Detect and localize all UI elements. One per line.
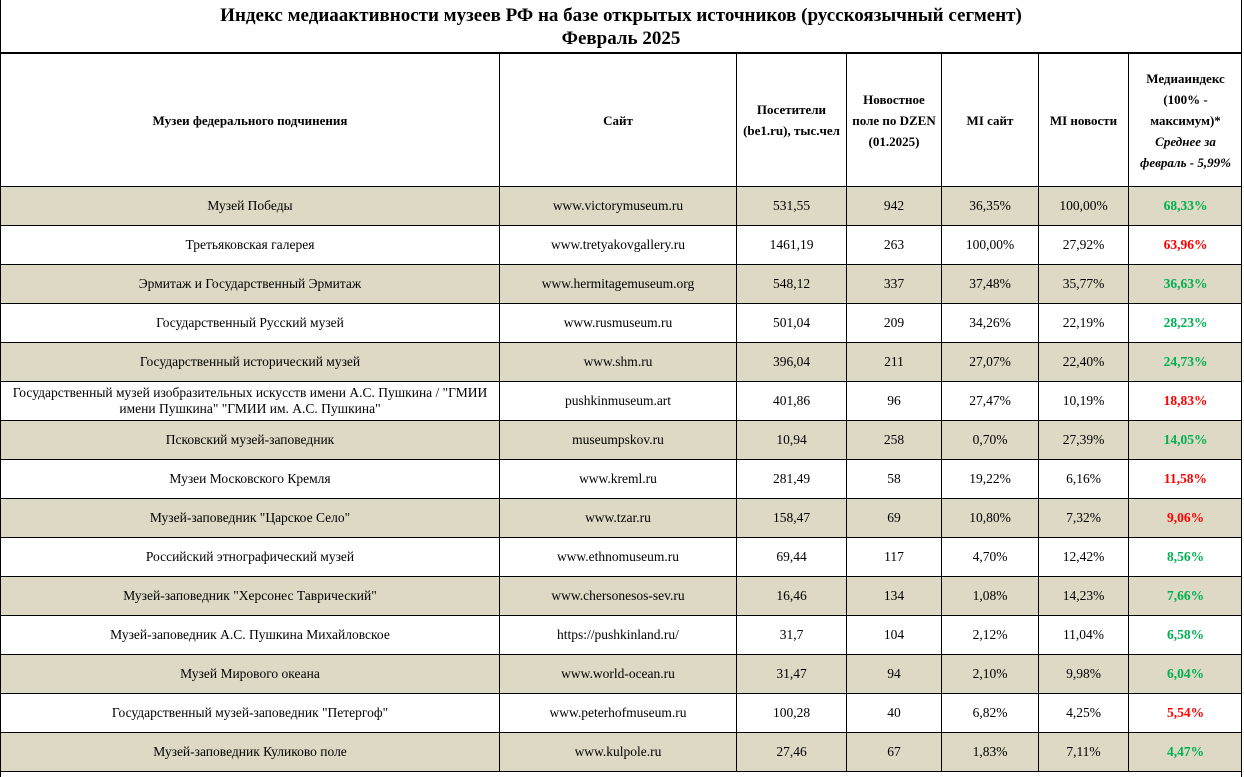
mi-news-cell: 10,19% [1039, 382, 1129, 421]
header-mi-site: MI сайт [942, 54, 1039, 187]
table-row [1, 499, 1243, 538]
table-row [1, 655, 1243, 694]
news-count-cell: 96 [847, 382, 942, 421]
table-row [1, 421, 1243, 460]
news-count-cell: 94 [847, 655, 942, 694]
mi-site-cell: 100,00% [942, 226, 1039, 265]
mi-site-cell: 27,47% [942, 382, 1039, 421]
header-site: Сайт [500, 54, 737, 187]
mi-site-cell: 10,80% [942, 499, 1039, 538]
museum-name-cell: Музеи Московского Кремля [1, 460, 500, 499]
media-index-cell: 6,58% [1129, 616, 1243, 655]
table-row [1, 733, 1243, 772]
visitors-cell: 10,94 [737, 421, 847, 460]
mi-site-cell: 27,07% [942, 343, 1039, 382]
site-cell: museumpskov.ru [500, 421, 737, 460]
mi-site-cell: 0,70% [942, 421, 1039, 460]
museum-name-cell: Государственный музей-заповедник "Петергоф" [1, 694, 500, 733]
media-index-cell: 18,83% [1129, 382, 1243, 421]
table-row [1, 382, 1243, 421]
museum-name-cell: Эрмитаж и Государственный Эрмитаж [1, 265, 500, 304]
table-row [1, 538, 1243, 577]
table-body [1, 187, 1243, 772]
mi-site-cell: 36,35% [942, 187, 1039, 226]
header-museum: Музеи федерального подчинения [1, 54, 500, 187]
site-cell: www.tzar.ru [500, 499, 737, 538]
news-count-cell: 67 [847, 733, 942, 772]
media-index-cell: 9,06% [1129, 499, 1243, 538]
media-index-cell: 6,04% [1129, 655, 1243, 694]
visitors-cell: 100,28 [737, 694, 847, 733]
media-index-cell: 11,58% [1129, 460, 1243, 499]
mi-site-cell: 1,08% [942, 577, 1039, 616]
media-index-cell: 4,47% [1129, 733, 1243, 772]
header-mi-news: MI новости [1039, 54, 1129, 187]
table-row [1, 460, 1243, 499]
visitors-cell: 16,46 [737, 577, 847, 616]
mi-news-cell: 100,00% [1039, 187, 1129, 226]
mi-news-cell: 22,19% [1039, 304, 1129, 343]
mi-news-cell: 9,98% [1039, 655, 1129, 694]
header-index-label: Медиаиндекс (100% - максимум)* [1146, 70, 1225, 128]
mi-news-cell: 7,11% [1039, 733, 1129, 772]
visitors-cell: 401,86 [737, 382, 847, 421]
mi-site-cell: 37,48% [942, 265, 1039, 304]
museum-name-cell: Псковский музей-заповедник [1, 421, 500, 460]
mi-news-cell: 12,42% [1039, 538, 1129, 577]
museum-name-cell: Музей-заповедник А.С. Пушкина Михайловское [1, 616, 500, 655]
header-index-note: Среднее за февраль - 5,99% [1140, 133, 1231, 170]
site-cell: https://pushkinland.ru/ [500, 616, 737, 655]
museum-name-cell: Государственный исторический музей [1, 343, 500, 382]
museum-name-cell: Государственный музей изобразительных искусств имени А.С. Пушкина / "ГМИИ имени Пушкина" "ГМИИ им. А.С. Пушкина" [1, 382, 500, 421]
site-cell: www.chersonesos-sev.ru [500, 577, 737, 616]
visitors-cell: 31,47 [737, 655, 847, 694]
media-index-cell: 5,54% [1129, 694, 1243, 733]
mi-site-cell: 6,82% [942, 694, 1039, 733]
news-count-cell: 211 [847, 343, 942, 382]
mi-news-cell: 11,04% [1039, 616, 1129, 655]
museum-name-cell: Музей-заповедник "Херсонес Таврический" [1, 577, 500, 616]
visitors-cell: 531,55 [737, 187, 847, 226]
media-index-cell: 68,33% [1129, 187, 1243, 226]
mi-news-cell: 14,23% [1039, 577, 1129, 616]
media-index-cell: 63,96% [1129, 226, 1243, 265]
site-cell: www.kreml.ru [500, 460, 737, 499]
table-header-row [1, 54, 1243, 187]
visitors-cell: 69,44 [737, 538, 847, 577]
site-cell: www.rusmuseum.ru [500, 304, 737, 343]
news-count-cell: 58 [847, 460, 942, 499]
museum-name-cell: Третьяковская галерея [1, 226, 500, 265]
mi-site-cell: 1,83% [942, 733, 1039, 772]
mi-site-cell: 2,10% [942, 655, 1039, 694]
table-row [1, 577, 1243, 616]
visitors-cell: 501,04 [737, 304, 847, 343]
mi-news-cell: 35,77% [1039, 265, 1129, 304]
news-count-cell: 134 [847, 577, 942, 616]
mi-news-cell: 27,92% [1039, 226, 1129, 265]
header-news: Новостное поле по DZEN (01.2025) [847, 54, 942, 187]
report-title-period: Февраль 2025 [561, 28, 681, 49]
mi-news-cell: 27,39% [1039, 421, 1129, 460]
table-row [1, 304, 1243, 343]
visitors-cell: 548,12 [737, 265, 847, 304]
table-row [1, 226, 1243, 265]
news-count-cell: 104 [847, 616, 942, 655]
site-cell: www.world-ocean.ru [500, 655, 737, 694]
table-row [1, 694, 1243, 733]
mi-news-cell: 22,40% [1039, 343, 1129, 382]
media-index-cell: 8,56% [1129, 538, 1243, 577]
museum-name-cell: Музей Мирового океана [1, 655, 500, 694]
report-title [1, 0, 1241, 53]
news-count-cell: 942 [847, 187, 942, 226]
media-index-cell: 14,05% [1129, 421, 1243, 460]
mi-site-cell: 34,26% [942, 304, 1039, 343]
museum-name-cell: Российский этнографический музей [1, 538, 500, 577]
site-cell: www.kulpole.ru [500, 733, 737, 772]
header-index [1129, 54, 1243, 187]
site-cell: www.hermitagemuseum.org [500, 265, 737, 304]
visitors-cell: 31,7 [737, 616, 847, 655]
table-row [1, 343, 1243, 382]
mi-site-cell: 19,22% [942, 460, 1039, 499]
site-cell: pushkinmuseum.art [500, 382, 737, 421]
news-count-cell: 258 [847, 421, 942, 460]
report-title-main: Индекс медиаактивности музеев РФ на базе открытых источников (русскоязычный сегмент) [220, 5, 1022, 26]
media-index-cell: 24,73% [1129, 343, 1243, 382]
mi-site-cell: 2,12% [942, 616, 1039, 655]
news-count-cell: 117 [847, 538, 942, 577]
site-cell: www.tretyakovgallery.ru [500, 226, 737, 265]
visitors-cell: 281,49 [737, 460, 847, 499]
museum-name-cell: Музей-заповедник "Царское Село" [1, 499, 500, 538]
mi-site-cell: 4,70% [942, 538, 1039, 577]
museum-name-cell: Музей Победы [1, 187, 500, 226]
site-cell: www.shm.ru [500, 343, 737, 382]
mi-news-cell: 4,25% [1039, 694, 1129, 733]
news-count-cell: 263 [847, 226, 942, 265]
news-count-cell: 337 [847, 265, 942, 304]
site-cell: www.ethnomuseum.ru [500, 538, 737, 577]
mi-news-cell: 7,32% [1039, 499, 1129, 538]
news-count-cell: 69 [847, 499, 942, 538]
visitors-cell: 396,04 [737, 343, 847, 382]
news-count-cell: 40 [847, 694, 942, 733]
table-row [1, 187, 1243, 226]
mi-news-cell: 6,16% [1039, 460, 1129, 499]
site-cell: www.peterhofmuseum.ru [500, 694, 737, 733]
visitors-cell: 158,47 [737, 499, 847, 538]
media-index-table [0, 53, 1242, 772]
visitors-cell: 1461,19 [737, 226, 847, 265]
museum-name-cell: Государственный Русский музей [1, 304, 500, 343]
news-count-cell: 209 [847, 304, 942, 343]
site-cell: www.victorymuseum.ru [500, 187, 737, 226]
museum-name-cell: Музей-заповедник Куликово поле [1, 733, 500, 772]
media-index-cell: 7,66% [1129, 577, 1243, 616]
media-index-cell: 28,23% [1129, 304, 1243, 343]
header-visitors: Посетители (be1.ru), тыс.чел [737, 54, 847, 187]
table-row [1, 265, 1243, 304]
media-index-cell: 36,63% [1129, 265, 1243, 304]
visitors-cell: 27,46 [737, 733, 847, 772]
table-row [1, 616, 1243, 655]
